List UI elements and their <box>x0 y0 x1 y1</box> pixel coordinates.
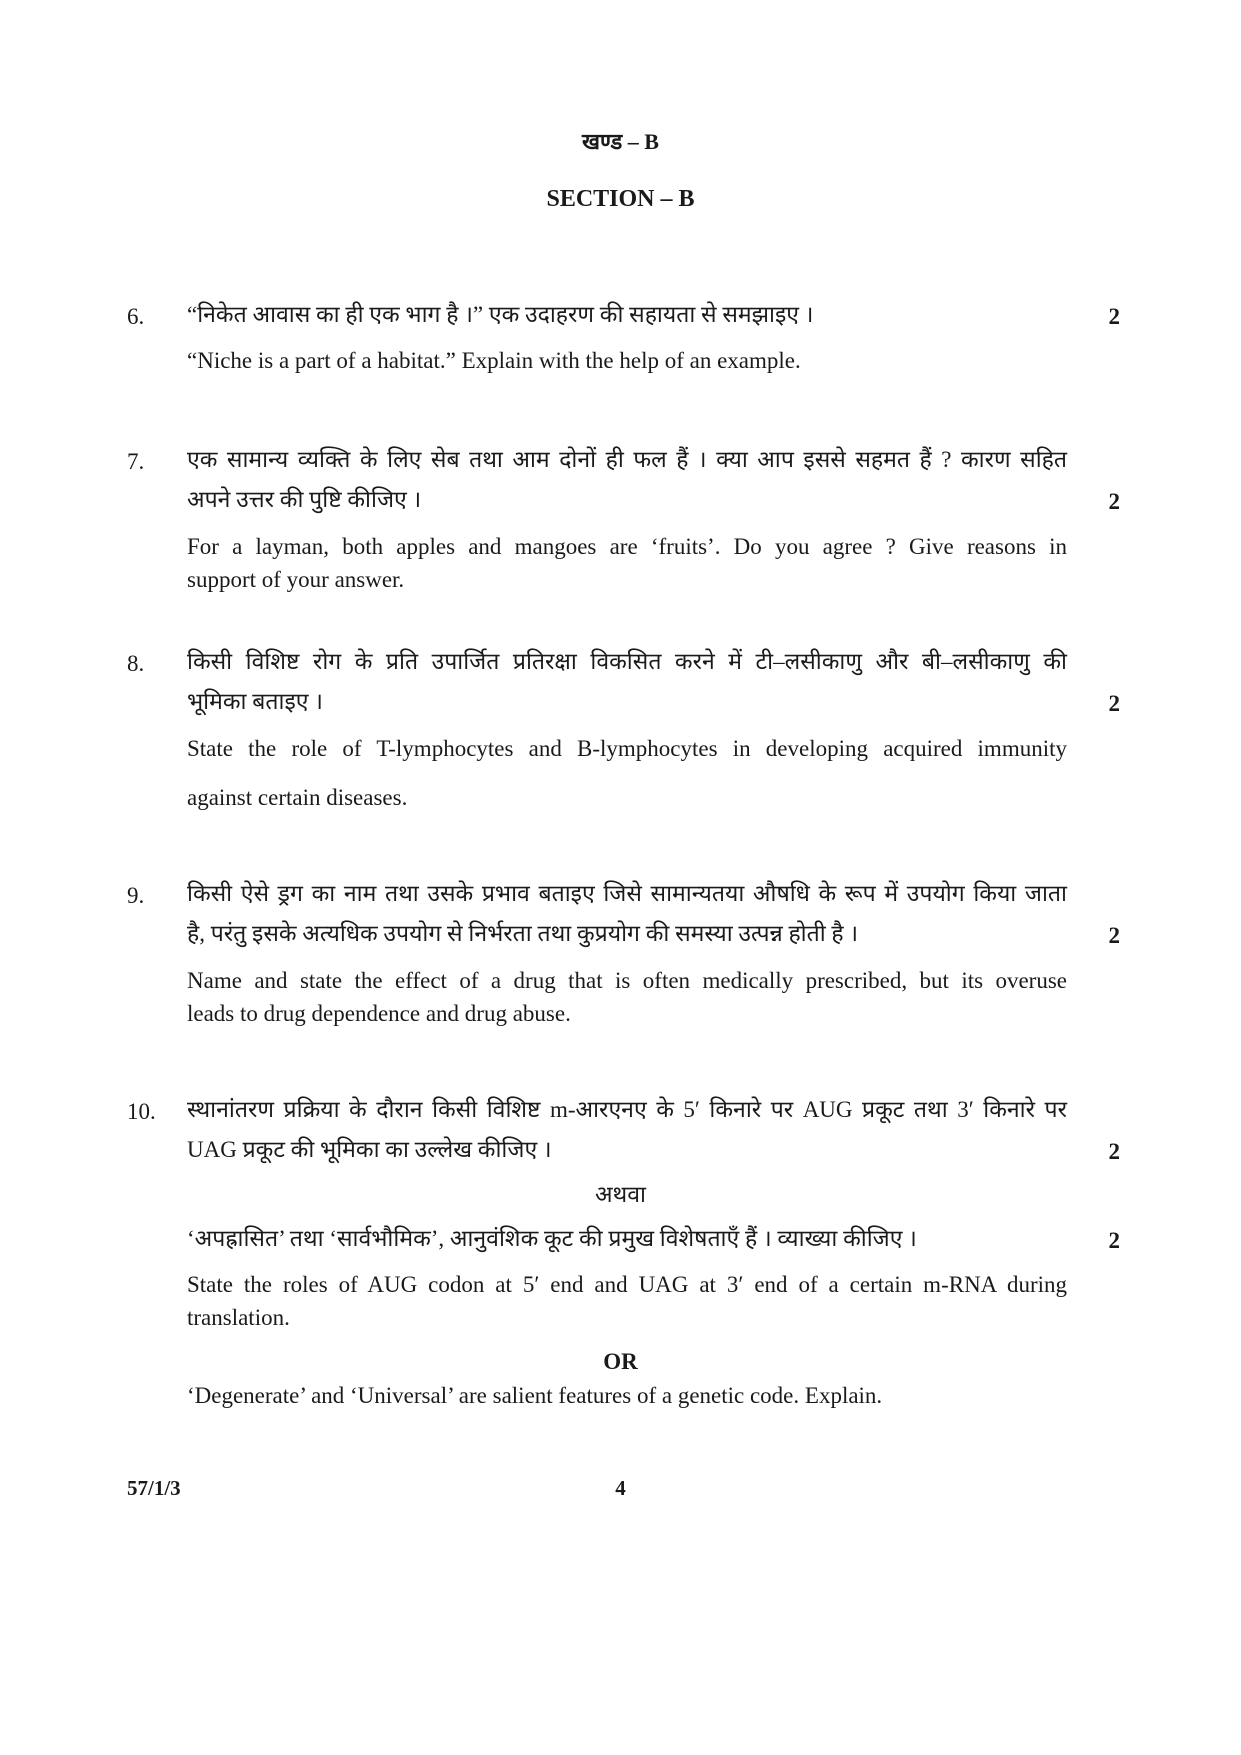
question-10-or-english: OR <box>603 1349 638 1374</box>
question-6-number: 6. <box>127 304 145 329</box>
question-9-marks: 2 <box>1108 923 1120 948</box>
question-10-english-line-2: translation. <box>187 1305 290 1330</box>
question-7-english-line-2: support of your answer. <box>187 567 405 592</box>
question-7-hindi-line-1: एक सामान्य व्यक्ति के लिए सेब तथा आम दोनों ही फल हैं । क्या आप इससे सहमत हैं ? कारण सहित <box>187 447 1067 472</box>
question-9-hindi-line-2: है, परंतु इसके अत्यधिक उपयोग से निर्भरता तथा कुप्रयोग की समस्या उत्पन्न होती है । <box>187 921 859 946</box>
question-9-english-line-2: leads to drug dependence and drug abuse. <box>187 1001 571 1026</box>
question-8-hindi-line-2: भूमिका बताइए । <box>187 689 323 714</box>
question-6-marks: 2 <box>1108 304 1120 329</box>
question-10-or-hindi: अथवा <box>594 1182 646 1207</box>
question-9-english-line-1: Name and state the effect of a drug that is often medically prescribed, but its overuse <box>187 968 1067 993</box>
question-10-number: 10. <box>127 1099 156 1124</box>
question-7-marks: 2 <box>1108 489 1120 514</box>
section-heading-english: SECTION – B <box>546 186 695 212</box>
question-6-hindi-line-1: “निकेत आवास का ही एक भाग है ।” एक उदाहरण की सहायता से समझाइए । <box>187 302 814 327</box>
section-heading-hindi: खण्ड – B <box>582 129 659 154</box>
paper-code: 57/1/3 <box>127 1476 181 1500</box>
question-8-number: 8. <box>127 651 145 676</box>
page-number: 4 <box>615 1476 626 1500</box>
question-10-english-line-1: State the roles of AUG codon at 5′ end and UAG at 3′ end of a certain m-RNA during <box>187 1272 1067 1297</box>
question-8-english-line-2: against certain diseases. <box>187 785 408 810</box>
question-7-number: 7. <box>127 449 145 474</box>
question-10-alternative-hindi: ‘अपह्रासित’ तथा ‘सार्वभौमिक’, आनुवंशिक कूट की प्रमुख विशेषताएँ हैं । व्याख्या कीजिए । <box>187 1226 917 1251</box>
question-10-marks: 2 <box>1108 1139 1120 1164</box>
question-10-alternative-marks: 2 <box>1108 1228 1120 1253</box>
question-10-hindi-line-1: स्थानांतरण प्रक्रिया के दौरान किसी विशिष्ट m-आरएनए के 5′ किनारे पर AUG प्रकूट तथा 3′ किनारे पर <box>187 1097 1067 1122</box>
question-7-english-line-1: For a layman, both apples and mangoes are ‘fruits’. Do you agree ? Give reasons in <box>187 534 1067 559</box>
question-8-hindi-line-1: किसी विशिष्ट रोग के प्रति उपार्जित प्रतिरक्षा विकसित करने में टी–लसीकाणु और बी–लसीकाणु की <box>187 649 1067 674</box>
question-9-hindi-line-1: किसी ऐसे ड्रग का नाम तथा उसके प्रभाव बताइए जिसे सामान्यतया औषधि के रूप में उपयोग किया जाता <box>187 881 1067 906</box>
question-10-alternative-english: ‘Degenerate’ and ‘Universal’ are salient features of a genetic code. Explain. <box>187 1383 883 1408</box>
question-8-english-line-1: State the role of T-lymphocytes and B-lymphocytes in developing acquired immunity <box>187 736 1067 761</box>
question-9-number: 9. <box>127 883 145 908</box>
question-6-english-line-1: “Niche is a part of a habitat.” Explain with the help of an example. <box>187 348 801 373</box>
question-8-marks: 2 <box>1108 691 1120 716</box>
question-10-hindi-line-2: UAG प्रकूट की भूमिका का उल्लेख कीजिए । <box>187 1137 552 1162</box>
question-7-hindi-line-2: अपने उत्तर की पुष्टि कीजिए । <box>187 487 422 512</box>
